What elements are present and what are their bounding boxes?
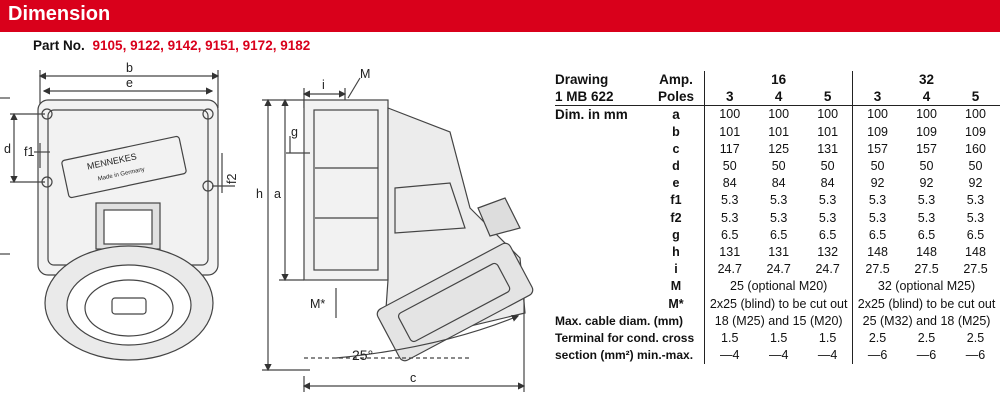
table-cell: 92 (968, 176, 983, 191)
table-row-Mstar: M* 2x25 (blind) to be cut out 2x25 (blind) to be cut out (555, 295, 1000, 312)
table-cell: 6.5 (705, 227, 754, 244)
table-cell: 109 (853, 124, 902, 141)
table-cell: 131 (817, 141, 839, 156)
table-cell: 6.5 (769, 227, 788, 242)
table-cell: 5.3 (705, 192, 754, 209)
table-cell: 148 (916, 244, 937, 259)
label-h: h (256, 187, 263, 201)
table-cell: 5.3 (853, 210, 902, 227)
table-row (555, 175, 1000, 192)
row-symbol: f1 (670, 193, 682, 208)
table-cell: 6.5 (818, 227, 837, 242)
row-symbol: g (672, 227, 680, 242)
part-label: Part No. (33, 38, 85, 53)
brand-label: MENNEKES (86, 151, 138, 172)
table-cell: 5.3 (769, 210, 788, 225)
table-cell: 5.3 (818, 193, 837, 208)
table-cell: 160 (965, 141, 986, 156)
table-cell: 117 (705, 141, 754, 158)
table-cell: 5.3 (917, 193, 936, 208)
label-c: c (410, 371, 417, 385)
label-angle: 25° (352, 347, 374, 363)
table-cell: 50 (705, 158, 754, 175)
table-cell: 50 (853, 158, 902, 175)
table-row (555, 124, 1000, 141)
label-a: a (274, 187, 281, 201)
technical-drawing (0, 58, 545, 400)
table-row (555, 158, 1000, 175)
made-label: Made in Germany (97, 166, 146, 183)
table-row (555, 244, 1000, 261)
table-cell: 6.5 (853, 227, 902, 244)
row-symbol: c (672, 141, 680, 156)
table-cell: 5.3 (917, 210, 936, 225)
label-i: i (322, 78, 325, 92)
table-cell: 101 (817, 124, 839, 139)
label-d: d (4, 142, 11, 156)
table-row-cable: Max. cable diam. (mm) 18 (M25) and 15 (M20) 25 (M32) and 18 (M25) (555, 313, 1000, 330)
table-cell: 5.3 (769, 193, 788, 208)
table-row (555, 192, 1000, 209)
part-numbers: 9105, 9122, 9142, 9151, 9172, 9182 (92, 38, 311, 53)
table-cell: 84 (771, 176, 786, 191)
table-row-section: section (mm²) min.-max. —4 —4 —4 —6 —6 —6 (555, 347, 1000, 364)
header-bar (0, 0, 1000, 32)
table-cell: 101 (768, 124, 790, 139)
table-cell: 50 (771, 159, 786, 174)
table-cell: 125 (768, 141, 790, 156)
table-cell: 24.7 (815, 262, 840, 277)
table-cell: 24.7 (766, 262, 791, 277)
table-cell: 27.5 (963, 262, 988, 277)
label-b: b (126, 61, 133, 75)
table-cell: 131 (768, 244, 790, 259)
table-cell: 157 (853, 141, 902, 158)
part-number-line (33, 38, 310, 53)
table-row (555, 227, 1000, 244)
table-cell: 27.5 (853, 261, 902, 278)
table-cell: 132 (817, 244, 839, 259)
table-cell: 109 (965, 124, 986, 139)
table-cell: 109 (916, 124, 937, 139)
label-Mstar: M* (310, 297, 326, 311)
side-housing (304, 100, 388, 280)
table-cell: 101 (705, 124, 754, 141)
section-title: Dimension (8, 3, 111, 25)
table-cell: 5.3 (966, 193, 985, 208)
table-cell: 92 (853, 175, 902, 192)
row-symbol: e (672, 176, 680, 191)
table-cell: 84 (705, 175, 754, 192)
table-row (555, 141, 1000, 158)
table-cell: 5.3 (705, 210, 754, 227)
dimension-table (555, 71, 1000, 364)
row-symbol: i (674, 262, 678, 277)
table-cell: 84 (820, 176, 835, 191)
table-cell: 148 (965, 244, 986, 259)
table-cell: 157 (916, 141, 937, 156)
table-cell: 5.3 (818, 210, 837, 225)
amp-32: 32 (853, 71, 1000, 88)
table-row-terminal: Terminal for cond. cross 1.5 1.5 1.5 2.5 2.5 2.5 (555, 330, 1000, 347)
row-symbol: d (672, 159, 680, 174)
row-symbol: h (672, 244, 680, 259)
table-cell: 50 (820, 159, 835, 174)
amp-16: 16 (705, 71, 853, 88)
table-cell: 24.7 (705, 261, 754, 278)
label-e: e (126, 76, 133, 90)
row-symbol: f2 (670, 210, 682, 225)
table-header-amp: Drawing Amp. 16 32 (555, 71, 1000, 88)
table-cell: 148 (853, 244, 902, 261)
dimension-rows (555, 124, 1000, 279)
table-row: Dim. in mm a 100 100 100 100 100 100 (555, 107, 986, 123)
label-f2: f2 (225, 173, 239, 184)
table-cell: 50 (919, 159, 934, 174)
table-cell: 92 (919, 176, 934, 191)
table-row (555, 261, 1000, 278)
row-symbol: b (672, 124, 680, 139)
table-cell: 6.5 (917, 227, 936, 242)
table-cell: 27.5 (914, 262, 939, 277)
table-cell: 6.5 (966, 227, 985, 242)
table-row-M: M 25 (optional M20) 32 (optional M25) (555, 278, 1000, 295)
table-cell: 5.3 (853, 192, 902, 209)
label-g: g (291, 125, 298, 139)
table-row (555, 210, 1000, 227)
table-cell: 5.3 (966, 210, 985, 225)
table-cell: 131 (705, 244, 754, 261)
label-M: M (360, 67, 371, 81)
table-header-poles: 1 MB 622 Poles 3 4 5 3 4 5 (555, 88, 1000, 106)
label-f1: f1 (24, 145, 35, 159)
table-cell: 50 (968, 159, 983, 174)
